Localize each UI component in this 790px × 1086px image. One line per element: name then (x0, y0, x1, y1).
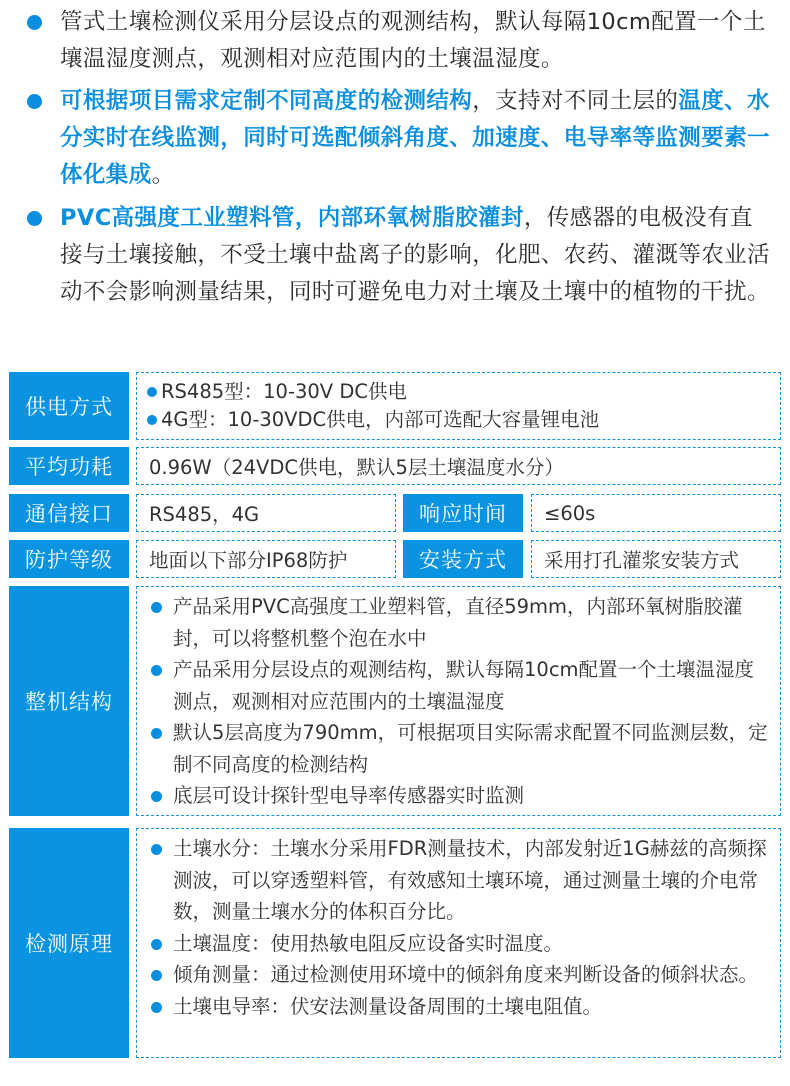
intro-text-3 (60, 200, 770, 311)
value-install: 采用打孔灌浆安装方式 (531, 540, 781, 578)
value-power-supply (136, 372, 781, 440)
intro-text-segment: 。 (151, 162, 175, 188)
structure-list (147, 591, 780, 812)
label-structure: 整机结构 (9, 586, 129, 816)
list-item: 产品采用分层设点的观测结构，默认每隔10cm配置一个土壤温湿度测点，观测相对应范围内的土壤温湿度 (147, 654, 780, 717)
list-item: 土壤温度：使用热敏电阻反应设备实时温度。 (147, 928, 780, 960)
label-protection: 防护等级 (9, 540, 129, 578)
list-item: 倾角测量：通过检测使用环境中的倾斜角度来判断设备的倾斜状态。 (147, 959, 780, 991)
label-avg-power: 平均功耗 (9, 447, 129, 485)
value-avg-power: 0.96W（24VDC供电，默认5层土壤温度水分） (136, 447, 781, 485)
intro-text-2 (60, 83, 770, 194)
intro-text-segment: ，传感器的电极没有直接与土壤接触，不受土壤中盐离子的影响，化肥、农药、灌溉等农业活动不会影响测量结果，同时可避免电力对土壤及土壤中的植物的干扰。 (60, 205, 770, 305)
list-item: 4G型：10-30VDC供电，内部可选配大容量锂电池 (147, 406, 780, 434)
power-supply-list (147, 378, 780, 434)
highlight-text: 可根据项目需求定制不同高度的检测结构 (60, 88, 473, 114)
label-power-supply: 供电方式 (9, 372, 129, 440)
label-comm-interface: 通信接口 (9, 494, 129, 532)
value-structure (136, 586, 781, 816)
list-item: 底层可设计探针型电导率传感器实时监测 (147, 780, 780, 812)
intro-text-1 (60, 4, 770, 78)
bullet-icon (27, 211, 42, 226)
label-principle: 检测原理 (9, 828, 129, 1058)
intro-text-segment: 管式土壤检测仪采用分层设点的观测结构，默认每隔10cm配置一个土壤温湿度测点，观测相对应范围内的土壤温湿度。 (60, 9, 766, 72)
value-response-time: ≤60s (531, 494, 781, 532)
highlight-text: 温度、水分实时在线监测，同时可选配倾斜角度、加速度、电导率等监测要素一体化集成 (60, 88, 770, 188)
list-item: 土壤水分：土壤水分采用FDR测量技术，内部发射近1G赫兹的高频探测波，可以穿透塑料管，有效感知土壤环境，通过测量土壤的介电常数，测量土壤水分的体积百分比。 (147, 833, 780, 928)
value-comm-interface: RS485，4G (136, 494, 396, 532)
list-item: 产品采用PVC高强度工业塑料管，直径59mm，内部环氧树脂胶灌封，可以将整机整个泡在水中 (147, 591, 780, 654)
bullet-icon (27, 94, 42, 109)
value-principle (136, 828, 781, 1058)
label-install: 安装方式 (403, 540, 523, 578)
list-item: 土壤电导率：伏安法测量设备周围的土壤电阻值。 (147, 991, 780, 1023)
list-item: RS485型：10-30V DC供电 (147, 378, 780, 406)
list-item: 默认5层高度为790mm，可根据项目实际需求配置不同监测层数，定制不同高度的检测结构 (147, 717, 780, 780)
intro-text-segment: ，支持对不同土层的 (472, 88, 679, 114)
principle-list (147, 833, 780, 1022)
value-protection: 地面以下部分IP68防护 (136, 540, 396, 578)
label-response-time: 响应时间 (403, 494, 523, 532)
bullet-icon (27, 15, 42, 30)
highlight-text: PVC高强度工业塑料管，内部环氧树脂胶灌封 (60, 205, 524, 231)
